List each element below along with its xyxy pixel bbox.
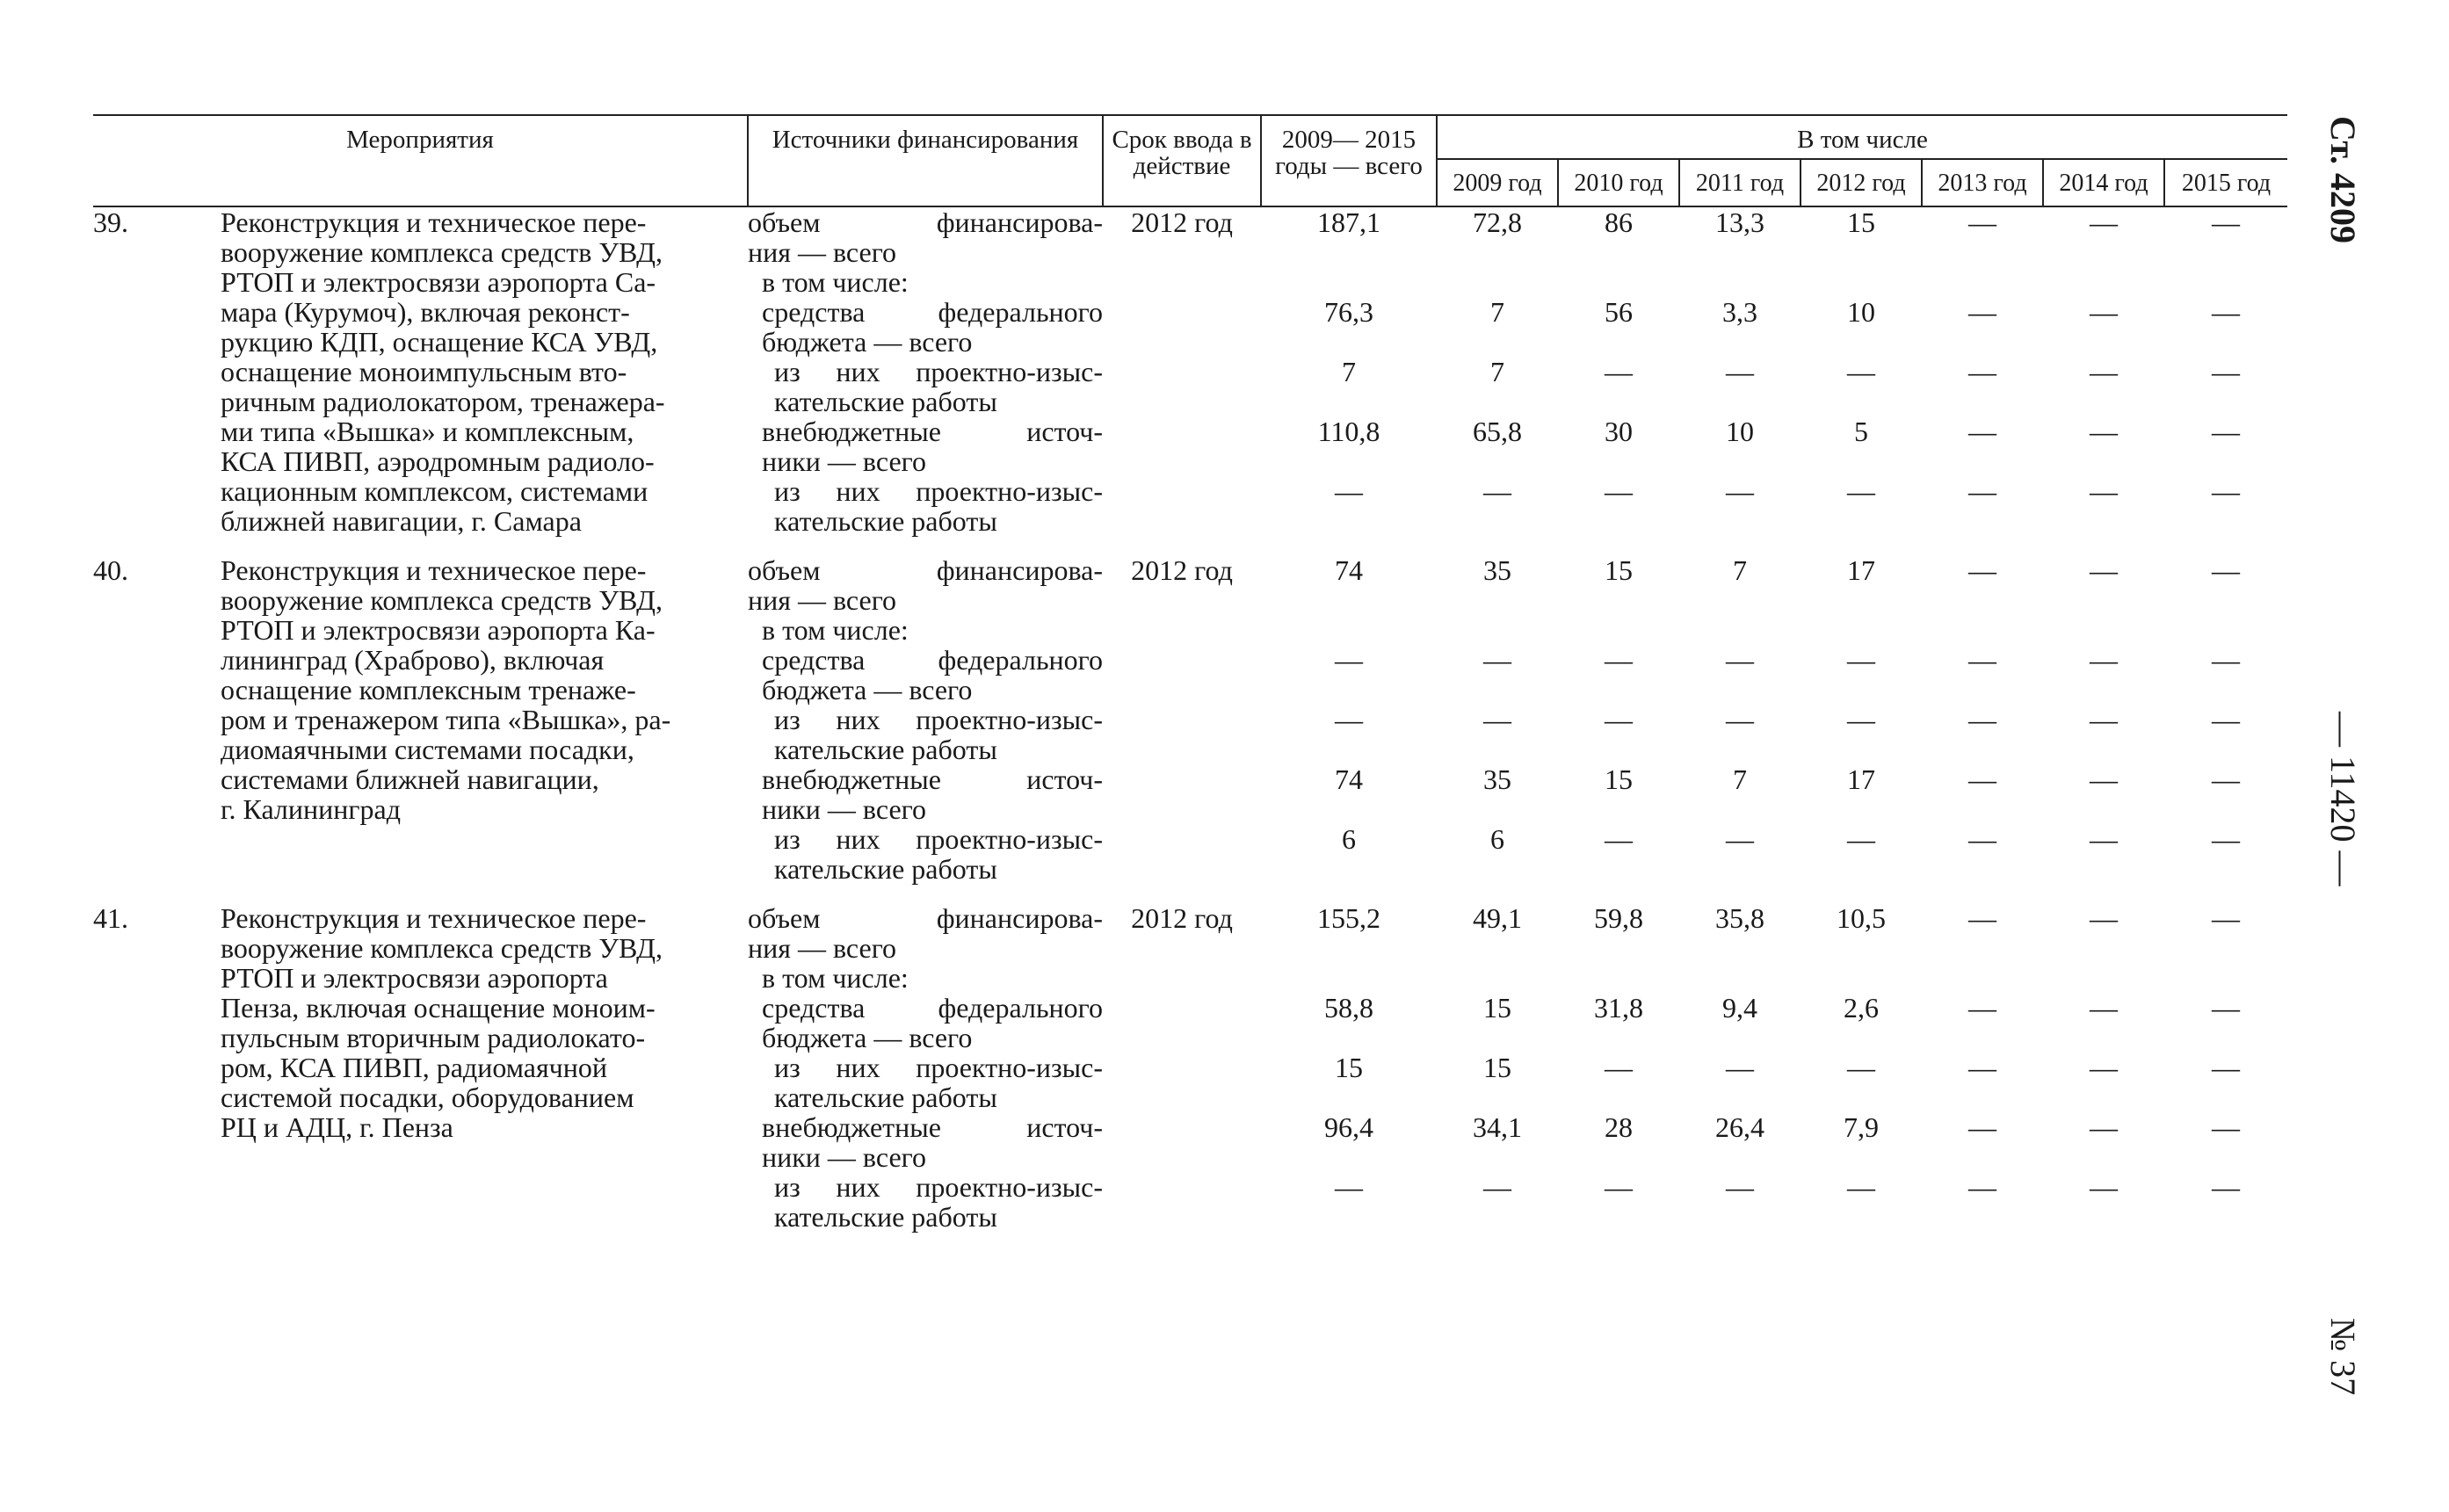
header-event: Мероприятия bbox=[93, 115, 748, 206]
value-cell-empty bbox=[2164, 615, 2287, 645]
value-cell: 7 bbox=[1733, 763, 1747, 795]
source-extrabudget-rd bbox=[748, 824, 1103, 884]
value-cell: 56 bbox=[1605, 296, 1633, 328]
value-cell: 7 bbox=[1490, 296, 1504, 328]
term-empty bbox=[1103, 1172, 1261, 1232]
header-year-2009: 2009 год bbox=[1437, 159, 1558, 206]
value-cell: — bbox=[1968, 475, 1996, 507]
event-line: РЦ и АДЦ, г. Пенза bbox=[221, 1111, 453, 1143]
value-cell: 7 bbox=[1733, 554, 1747, 586]
source-label: из них проектно-изыс- bbox=[774, 1052, 1103, 1083]
term-empty bbox=[1103, 1053, 1261, 1112]
value-cell: — bbox=[1847, 1171, 1875, 1203]
source-label: средства федерального bbox=[762, 992, 1103, 1024]
value-cell: 15 bbox=[1483, 992, 1511, 1024]
value-cell: — bbox=[1726, 356, 1754, 387]
term-empty bbox=[1103, 416, 1261, 476]
value-cell: 74 bbox=[1335, 763, 1363, 795]
term-empty bbox=[1103, 476, 1261, 536]
value-cell: 86 bbox=[1605, 206, 1633, 238]
value-cell: — bbox=[2212, 1111, 2240, 1143]
value-cell-empty bbox=[1922, 267, 2043, 297]
event-line: ми типа «Вышка» и комплексным, bbox=[221, 416, 634, 447]
event-line: Реконструкция и техническое пере- bbox=[221, 902, 647, 934]
value-cell-empty bbox=[2043, 267, 2164, 297]
value-cell: 65,8 bbox=[1473, 416, 1522, 447]
value-cell: — bbox=[2212, 1171, 2240, 1203]
value-cell-empty bbox=[1922, 615, 2043, 645]
event-line: оснащение комплексным тренаже- bbox=[221, 674, 636, 705]
page-number: Ст. 4209 bbox=[2323, 116, 2363, 243]
source-label: внебюджетные источ- bbox=[762, 763, 1103, 795]
header-year-2012: 2012 год bbox=[1801, 159, 1922, 206]
program-table-page bbox=[93, 114, 2287, 1232]
source-federal bbox=[748, 297, 1103, 357]
value-cell: — bbox=[1726, 475, 1754, 507]
value-cell: — bbox=[1968, 554, 1996, 586]
value-cell: — bbox=[2212, 823, 2240, 855]
value-cell-empty bbox=[1679, 963, 1801, 993]
value-cell-empty bbox=[1801, 267, 1922, 297]
event-number: 41. bbox=[93, 902, 128, 934]
value-cell: — bbox=[2090, 356, 2118, 387]
value-cell: — bbox=[2090, 554, 2118, 586]
source-label: из них проектно-изыс- bbox=[774, 475, 1103, 507]
term-empty bbox=[1103, 645, 1261, 705]
header-year-2010: 2010 год bbox=[1558, 159, 1679, 206]
value-cell: 15 bbox=[1483, 1052, 1511, 1083]
source-label: ники — всего bbox=[762, 445, 926, 477]
value-cell: 187,1 bbox=[1317, 206, 1380, 238]
value-cell: — bbox=[1726, 1052, 1754, 1083]
source-including bbox=[748, 963, 1103, 993]
header-including: В том числе bbox=[1437, 115, 2287, 159]
value-cell: 13,3 bbox=[1715, 206, 1764, 238]
value-cell: — bbox=[1483, 704, 1511, 735]
source-label: бюджета — всего bbox=[762, 1022, 973, 1053]
term-empty bbox=[1103, 705, 1261, 764]
value-cell-empty bbox=[1437, 615, 1558, 645]
value-cell: — bbox=[2212, 704, 2240, 735]
value-cell: 5 bbox=[1854, 416, 1868, 447]
value-cell-empty bbox=[1558, 267, 1679, 297]
event-line: кационным комплексом, системами bbox=[221, 475, 648, 507]
value-cell: 35,8 bbox=[1715, 902, 1764, 934]
event-line: вооружение комплекса средств УВД, bbox=[221, 584, 663, 616]
source-including bbox=[748, 615, 1103, 645]
event-number: 39. bbox=[93, 206, 128, 238]
value-cell: 10 bbox=[1726, 416, 1754, 447]
source-extrabudget bbox=[748, 764, 1103, 824]
value-cell: — bbox=[2090, 823, 2118, 855]
source-label: кательские работы bbox=[774, 853, 997, 885]
value-cell: — bbox=[1605, 644, 1633, 676]
table-row bbox=[93, 555, 2287, 615]
value-cell: — bbox=[2090, 992, 2118, 1024]
event-line: РТОП и электросвязи аэропорта bbox=[221, 962, 608, 994]
value-cell: — bbox=[1968, 823, 1996, 855]
source-label: кательские работы bbox=[774, 386, 997, 417]
source-label: объем финансирова- bbox=[748, 554, 1103, 586]
value-cell: — bbox=[2090, 1052, 2118, 1083]
value-cell: 6 bbox=[1490, 823, 1504, 855]
source-label: средства федерального bbox=[762, 296, 1103, 328]
source-extrabudget bbox=[748, 416, 1103, 476]
value-cell: — bbox=[2090, 644, 2118, 676]
value-cell-empty bbox=[1679, 267, 1801, 297]
value-cell: — bbox=[1335, 1171, 1363, 1203]
value-cell: 15 bbox=[1335, 1052, 1363, 1083]
value-cell: — bbox=[1847, 475, 1875, 507]
source-label: кательские работы bbox=[774, 734, 997, 765]
value-cell: — bbox=[2212, 644, 2240, 676]
value-cell: — bbox=[1605, 823, 1633, 855]
value-cell: — bbox=[1968, 1111, 1996, 1143]
source-label: из них проектно-изыс- bbox=[774, 356, 1103, 387]
event-line: оснащение моноимпульсным вто- bbox=[221, 356, 627, 387]
value-cell: — bbox=[1968, 902, 1996, 934]
source-federal-rd bbox=[748, 705, 1103, 764]
event-description bbox=[221, 903, 748, 1232]
value-cell-empty bbox=[2164, 963, 2287, 993]
source-extrabudget-rd bbox=[748, 476, 1103, 536]
event-line: Реконструкция и техническое пере- bbox=[221, 554, 647, 586]
event-line: ром, КСА ПИВП, радиомаячной bbox=[221, 1052, 608, 1083]
value-cell: 110,8 bbox=[1317, 416, 1380, 447]
event-line: пульсным вторичным радиолокато- bbox=[221, 1022, 646, 1053]
issue-number: № 37 bbox=[2323, 1318, 2363, 1396]
value-cell: — bbox=[2212, 763, 2240, 795]
value-cell: — bbox=[2212, 1052, 2240, 1083]
term-value: 2012 год bbox=[1131, 206, 1233, 238]
value-cell: 96,4 bbox=[1324, 1111, 1373, 1143]
event-description bbox=[221, 555, 748, 884]
value-cell: — bbox=[2090, 704, 2118, 735]
term-empty bbox=[1103, 267, 1261, 297]
source-label: в том числе: bbox=[762, 614, 909, 646]
value-cell: — bbox=[2212, 416, 2240, 447]
value-cell: — bbox=[1483, 1171, 1511, 1203]
value-cell: 10,5 bbox=[1837, 902, 1886, 934]
value-cell: 7,9 bbox=[1844, 1111, 1879, 1143]
term-empty bbox=[1103, 993, 1261, 1053]
source-label: ния — всего bbox=[748, 236, 897, 268]
value-cell: — bbox=[1605, 704, 1633, 735]
value-cell: — bbox=[1483, 644, 1511, 676]
value-cell: 10 bbox=[1847, 296, 1875, 328]
value-cell: 59,8 bbox=[1594, 902, 1643, 934]
value-cell-empty bbox=[1437, 267, 1558, 297]
value-cell: 30 bbox=[1605, 416, 1633, 447]
value-cell: 3,3 bbox=[1722, 296, 1757, 328]
value-cell: 17 bbox=[1847, 554, 1875, 586]
term-empty bbox=[1103, 297, 1261, 357]
value-cell: — bbox=[1847, 644, 1875, 676]
value-cell: 9,4 bbox=[1722, 992, 1757, 1024]
header-year-2015: 2015 год bbox=[2164, 159, 2287, 206]
header-total: 2009— 2015 годы — всего bbox=[1261, 115, 1437, 206]
event-line: вооружение комплекса средств УВД, bbox=[221, 932, 663, 964]
value-cell: — bbox=[1968, 206, 1996, 238]
value-cell: — bbox=[1968, 704, 1996, 735]
value-cell: — bbox=[1726, 704, 1754, 735]
event-line: ричным радиолокатором, тренажера- bbox=[221, 386, 665, 417]
value-cell: — bbox=[1968, 296, 1996, 328]
term-empty bbox=[1103, 357, 1261, 416]
value-cell: — bbox=[1605, 356, 1633, 387]
value-cell: 35 bbox=[1483, 763, 1511, 795]
value-cell: 31,8 bbox=[1594, 992, 1643, 1024]
header-year-2013: 2013 год bbox=[1922, 159, 2043, 206]
value-cell: — bbox=[2090, 206, 2118, 238]
source-federal bbox=[748, 993, 1103, 1053]
event-line: ближней навигации, г. Самара bbox=[221, 505, 582, 537]
value-cell: — bbox=[2090, 296, 2118, 328]
value-cell: — bbox=[1968, 992, 1996, 1024]
value-cell: — bbox=[2212, 475, 2240, 507]
event-number: 40. bbox=[93, 554, 128, 586]
value-cell: 15 bbox=[1605, 554, 1633, 586]
value-cell: — bbox=[2212, 206, 2240, 238]
value-cell-empty bbox=[2164, 267, 2287, 297]
value-cell: 74 bbox=[1335, 554, 1363, 586]
table-row bbox=[93, 903, 2287, 963]
event-line: системами ближней навигации, bbox=[221, 763, 599, 795]
header-year-2014: 2014 год bbox=[2043, 159, 2164, 206]
value-cell-empty bbox=[1437, 963, 1558, 993]
value-cell: 7 bbox=[1342, 356, 1356, 387]
value-cell: — bbox=[2212, 554, 2240, 586]
value-cell: — bbox=[2212, 356, 2240, 387]
value-cell: 6 bbox=[1342, 823, 1356, 855]
value-cell: 58,8 bbox=[1324, 992, 1373, 1024]
source-label: ния — всего bbox=[748, 932, 897, 964]
value-cell: — bbox=[2212, 992, 2240, 1024]
value-cell: — bbox=[1847, 1052, 1875, 1083]
source-label: внебюджетные источ- bbox=[762, 416, 1103, 447]
value-cell: 49,1 bbox=[1473, 902, 1522, 934]
value-cell: 2,6 bbox=[1844, 992, 1879, 1024]
event-line: мара (Курумоч), включая реконст- bbox=[221, 296, 630, 328]
value-cell-empty bbox=[1801, 963, 1922, 993]
value-cell: — bbox=[1483, 475, 1511, 507]
term-empty bbox=[1103, 1112, 1261, 1172]
value-cell: — bbox=[2090, 902, 2118, 934]
source-extrabudget bbox=[748, 1112, 1103, 1172]
source-label: бюджета — всего bbox=[762, 326, 973, 358]
value-cell-empty bbox=[1922, 963, 2043, 993]
value-cell: — bbox=[2090, 1171, 2118, 1203]
term-empty bbox=[1103, 824, 1261, 884]
event-line: вооружение комплекса средств УВД, bbox=[221, 236, 663, 268]
header-term: Срок ввода в действие bbox=[1103, 115, 1261, 206]
value-cell: 15 bbox=[1847, 206, 1875, 238]
value-cell: — bbox=[1847, 823, 1875, 855]
event-line: диомаячными системами посадки, bbox=[221, 734, 634, 765]
term-empty bbox=[1103, 615, 1261, 645]
source-label: кательские работы bbox=[774, 1082, 997, 1113]
term-value: 2012 год bbox=[1131, 902, 1233, 934]
event-line: РТОП и электросвязи аэропорта Са- bbox=[221, 266, 656, 298]
value-cell-empty bbox=[1261, 267, 1437, 297]
source-federal-rd bbox=[748, 1053, 1103, 1112]
event-line: Пенза, включая оснащение моноим- bbox=[221, 992, 656, 1024]
value-cell: — bbox=[2090, 475, 2118, 507]
source-federal bbox=[748, 645, 1103, 705]
value-cell: — bbox=[2090, 1111, 2118, 1143]
event-line: системой посадки, оборудованием bbox=[221, 1082, 634, 1113]
source-label: средства федерального bbox=[762, 644, 1103, 676]
value-cell: 28 bbox=[1605, 1111, 1633, 1143]
source-label: из них проектно-изыс- bbox=[774, 1171, 1103, 1203]
header-year-2011: 2011 год bbox=[1679, 159, 1801, 206]
source-federal-rd bbox=[748, 357, 1103, 416]
value-cell: 72,8 bbox=[1473, 206, 1522, 238]
term-empty bbox=[1103, 963, 1261, 993]
value-cell: 7 bbox=[1490, 356, 1504, 387]
table-body bbox=[93, 206, 2287, 1232]
value-cell: — bbox=[1726, 823, 1754, 855]
source-label: кательские работы bbox=[774, 1201, 997, 1233]
source-total bbox=[748, 903, 1103, 963]
value-cell: — bbox=[1847, 356, 1875, 387]
source-label: кательские работы bbox=[774, 505, 997, 537]
value-cell: — bbox=[1605, 475, 1633, 507]
value-cell: — bbox=[2090, 763, 2118, 795]
value-cell: 15 bbox=[1605, 763, 1633, 795]
value-cell: — bbox=[1605, 1052, 1633, 1083]
document-number: — 11420 — bbox=[2323, 712, 2363, 886]
event-line: ром и тренажером типа «Вышка», ра- bbox=[221, 704, 671, 735]
value-cell: — bbox=[1968, 644, 1996, 676]
event-line: рукцию КДП, оснащение КСА УВД, bbox=[221, 326, 658, 358]
source-total bbox=[748, 555, 1103, 615]
value-cell: — bbox=[1968, 416, 1996, 447]
event-line: Реконструкция и техническое пере- bbox=[221, 206, 647, 238]
source-label: ники — всего bbox=[762, 1141, 926, 1173]
event-line: г. Калининград bbox=[221, 793, 401, 825]
value-cell: — bbox=[1726, 1171, 1754, 1203]
value-cell: — bbox=[2090, 416, 2118, 447]
value-cell: — bbox=[2212, 296, 2240, 328]
value-cell: — bbox=[1968, 763, 1996, 795]
table-row bbox=[93, 206, 2287, 267]
value-cell: — bbox=[1335, 704, 1363, 735]
source-label: ния — всего bbox=[748, 584, 897, 616]
source-label: объем финансирова- bbox=[748, 206, 1103, 238]
source-label: бюджета — всего bbox=[762, 674, 973, 705]
value-cell: — bbox=[2212, 902, 2240, 934]
value-cell-empty bbox=[2043, 963, 2164, 993]
value-cell: — bbox=[1847, 704, 1875, 735]
value-cell: 34,1 bbox=[1473, 1111, 1522, 1143]
source-label: ники — всего bbox=[762, 793, 926, 825]
value-cell: — bbox=[1335, 644, 1363, 676]
event-line: КСА ПИВП, аэродромным радиоло- bbox=[221, 445, 655, 477]
term-value: 2012 год bbox=[1131, 554, 1233, 586]
event-line: лининград (Храброво), включая bbox=[221, 644, 605, 676]
value-cell-empty bbox=[1679, 615, 1801, 645]
value-cell-empty bbox=[2043, 615, 2164, 645]
value-cell: 17 bbox=[1847, 763, 1875, 795]
value-cell: 76,3 bbox=[1324, 296, 1373, 328]
financing-table bbox=[93, 114, 2287, 1232]
event-line: РТОП и электросвязи аэропорта Ка- bbox=[221, 614, 656, 646]
source-label: из них проектно-изыс- bbox=[774, 704, 1103, 735]
value-cell: 155,2 bbox=[1317, 902, 1380, 934]
header-source: Источники финансирования bbox=[748, 115, 1103, 206]
source-label: в том числе: bbox=[762, 266, 909, 298]
value-cell-empty bbox=[1261, 615, 1437, 645]
event-description bbox=[221, 206, 748, 536]
source-label: внебюджетные источ- bbox=[762, 1111, 1103, 1143]
value-cell: — bbox=[1726, 644, 1754, 676]
value-cell: — bbox=[1605, 1171, 1633, 1203]
value-cell-empty bbox=[1558, 615, 1679, 645]
value-cell: — bbox=[1968, 356, 1996, 387]
term-empty bbox=[1103, 764, 1261, 824]
source-extrabudget-rd bbox=[748, 1172, 1103, 1232]
value-cell: — bbox=[1968, 1052, 1996, 1083]
value-cell: 26,4 bbox=[1715, 1111, 1764, 1143]
value-cell: 35 bbox=[1483, 554, 1511, 586]
source-label: из них проектно-изыс- bbox=[774, 823, 1103, 855]
value-cell: — bbox=[1968, 1171, 1996, 1203]
value-cell-empty bbox=[1558, 963, 1679, 993]
value-cell-empty bbox=[1261, 963, 1437, 993]
source-total bbox=[748, 206, 1103, 267]
source-label: в том числе: bbox=[762, 962, 909, 994]
value-cell: — bbox=[1335, 475, 1363, 507]
source-label: объем финансирова- bbox=[748, 902, 1103, 934]
value-cell-empty bbox=[1801, 615, 1922, 645]
source-including bbox=[748, 267, 1103, 297]
